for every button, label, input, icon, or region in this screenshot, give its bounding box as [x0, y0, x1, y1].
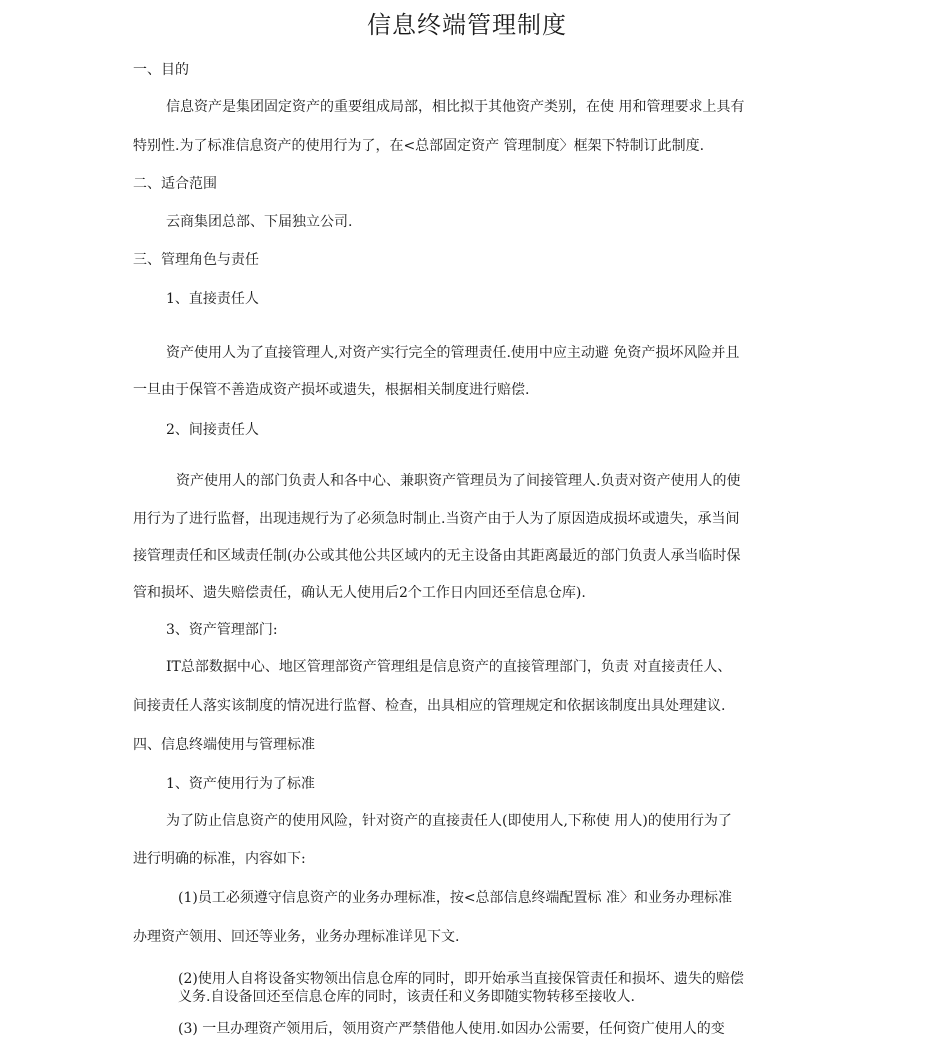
paragraph-line: IT总部数据中心、地区管理部资产管理组是信息资产的直接管理部门，负责 对直接责任人、 — [166, 659, 732, 675]
list-item-line: (1)员工必须遵守信息资产的业务办理标准，按<总部信息终端配置标 准〉和业务办理标准 — [178, 890, 733, 906]
list-item-line: (3) 一旦办理资产领用后，领用资产严禁借他人使用.如因办公需要，任何资广使用人的变 — [178, 1021, 725, 1037]
paragraph-line: 一旦由于保管不善造成资产损坏或遗失，根据相关制度进行赔偿. — [133, 382, 530, 398]
subheading-direct-responsible: 1、直接责任人 — [166, 291, 259, 307]
section-heading-roles: 三、管理角色与责任 — [133, 252, 259, 268]
list-item-line: 义务.自设备回还至信息仓库的同时，该责任和义务即随实物转移至接收人. — [178, 989, 635, 1005]
paragraph-line: 云商集团总部、下届独立公司. — [166, 214, 353, 230]
list-item-line: (2)使用人自将设备实物领出信息仓库的同时，即开始承当直接保管责任和损坏、遗失的赔偿 — [178, 971, 744, 987]
section-heading-scope: 二、适合范围 — [133, 176, 217, 192]
paragraph-line: 信息资产是集团固定资产的重要组成局部，相比拟于其他资产类别，在使 用和管理要求上具有 — [166, 99, 745, 115]
subheading-asset-department: 3、资产管理部门: — [166, 622, 278, 638]
document-title: 信息终端管理制度 — [367, 11, 567, 39]
list-item-line: 办理资产领用、回还等业务，业务办理标准详见下文. — [133, 929, 460, 945]
paragraph-line: 资产使用人的部门负责人和各中心、兼职资产管理员为了间接管理人.负责对资产使用人的使 — [176, 473, 741, 489]
paragraph-line: 特别性.为了标准信息资产的使用行为了，在<总部固定资产 管理制度〉框架下特制订此制度. — [133, 138, 705, 154]
section-heading-purpose: 一、目的 — [133, 62, 189, 78]
subheading-indirect-responsible: 2、间接责任人 — [166, 422, 259, 438]
paragraph-line: 资产使用人为了直接管理人,对资产实行完全的管理责任.使用中应主动避 免资产损坏风险并且 — [166, 345, 740, 361]
subheading-usage-standard: 1、资产使用行为了标准 — [166, 776, 315, 792]
paragraph-line: 为了防止信息资产的使用风险，针对资产的直接责任人(即使用人,下称使 用人)的使用行为了 — [166, 813, 732, 829]
paragraph-line: 接管理责任和区域责任制(办公或其他公共区域内的无主设备由其距离最近的部门负责人承当临时保 — [133, 548, 741, 564]
paragraph-line: 进行明确的标准，内容如下: — [133, 851, 306, 867]
section-heading-standards: 四、信息终端使用与管理标准 — [133, 737, 315, 753]
paragraph-line: 间接责任人落实该制度的情况进行监督、检查，出具相应的管理规定和依据该制度出具处理建议. — [133, 698, 726, 714]
paragraph-line: 管和损坏、遗失赔偿责任，确认无人使用后2个工作日内回还至信息仓库). — [133, 585, 586, 601]
paragraph-line: 用行为了进行监督，出现违规行为了必须急时制止.当资产由于人为了原因造成损坏或遗失，承当间 — [133, 511, 740, 527]
